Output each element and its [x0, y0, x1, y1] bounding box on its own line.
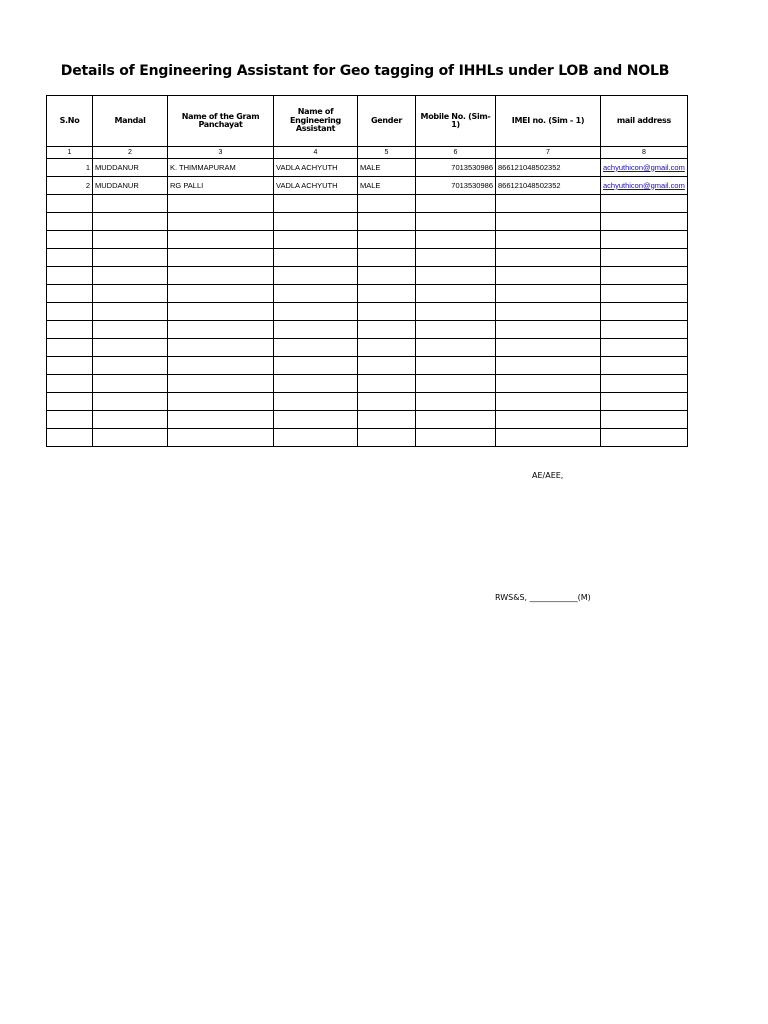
- empty-cell[interactable]: [358, 339, 416, 357]
- empty-cell[interactable]: [47, 231, 93, 249]
- header-imei: IMEI no. (Sim - 1): [496, 96, 601, 147]
- empty-cell[interactable]: [274, 195, 358, 213]
- empty-table-row: [47, 357, 688, 375]
- empty-cell[interactable]: [358, 393, 416, 411]
- column-number: 4: [274, 147, 358, 159]
- empty-cell[interactable]: [168, 357, 274, 375]
- empty-cell[interactable]: [168, 213, 274, 231]
- cell-gram-panchayat: RG PALLI: [168, 177, 274, 195]
- empty-cell[interactable]: [93, 285, 168, 303]
- empty-cell[interactable]: [274, 267, 358, 285]
- empty-cell[interactable]: [274, 429, 358, 447]
- empty-cell[interactable]: [47, 267, 93, 285]
- empty-cell[interactable]: [358, 213, 416, 231]
- empty-cell[interactable]: [47, 285, 93, 303]
- column-number: 5: [358, 147, 416, 159]
- header-engineering-assistant: Name of Engineering Assistant: [274, 96, 358, 147]
- empty-table-row: [47, 231, 688, 249]
- column-number: 2: [93, 147, 168, 159]
- empty-cell[interactable]: [168, 249, 274, 267]
- column-number: 1: [47, 147, 93, 159]
- empty-cell[interactable]: [496, 267, 601, 285]
- header-mandal: Mandal: [93, 96, 168, 147]
- empty-cell[interactable]: [601, 195, 688, 213]
- empty-table-row: [47, 375, 688, 393]
- empty-cell[interactable]: [358, 195, 416, 213]
- empty-table-row: [47, 195, 688, 213]
- empty-cell[interactable]: [47, 195, 93, 213]
- empty-cell[interactable]: [416, 375, 496, 393]
- empty-cell[interactable]: [496, 339, 601, 357]
- column-number: 3: [168, 147, 274, 159]
- cell-mandal: MUDDANUR: [93, 177, 168, 195]
- empty-cell[interactable]: [358, 357, 416, 375]
- empty-table-row: [47, 303, 688, 321]
- empty-table-row: [47, 429, 688, 447]
- empty-cell[interactable]: [93, 393, 168, 411]
- empty-cell[interactable]: [93, 339, 168, 357]
- empty-cell[interactable]: [47, 339, 93, 357]
- empty-cell[interactable]: [47, 429, 93, 447]
- cell-imei: 866121048502352: [496, 159, 601, 177]
- empty-cell[interactable]: [274, 339, 358, 357]
- empty-cell[interactable]: [416, 393, 496, 411]
- empty-cell[interactable]: [274, 213, 358, 231]
- empty-cell[interactable]: [496, 213, 601, 231]
- empty-cell[interactable]: [93, 267, 168, 285]
- signature-designation: AE/AEE,: [532, 471, 564, 480]
- cell-engineering-assistant: VADLA ACHYUTH: [274, 159, 358, 177]
- empty-cell[interactable]: [496, 321, 601, 339]
- empty-cell[interactable]: [168, 303, 274, 321]
- empty-cell[interactable]: [601, 357, 688, 375]
- empty-cell[interactable]: [358, 429, 416, 447]
- empty-cell[interactable]: [47, 393, 93, 411]
- column-number: 6: [416, 147, 496, 159]
- empty-cell[interactable]: [601, 267, 688, 285]
- cell-mobile: 7013530986: [416, 159, 496, 177]
- header-mobile: Mobile No. (Sim-1): [416, 96, 496, 147]
- empty-cell[interactable]: [274, 357, 358, 375]
- empty-cell[interactable]: [416, 411, 496, 429]
- empty-cell[interactable]: [93, 195, 168, 213]
- empty-cell[interactable]: [47, 303, 93, 321]
- empty-cell[interactable]: [358, 411, 416, 429]
- empty-cell[interactable]: [601, 393, 688, 411]
- empty-cell[interactable]: [416, 213, 496, 231]
- empty-cell[interactable]: [601, 321, 688, 339]
- empty-cell[interactable]: [601, 303, 688, 321]
- empty-table-row: [47, 393, 688, 411]
- empty-cell[interactable]: [601, 285, 688, 303]
- empty-cell[interactable]: [496, 375, 601, 393]
- cell-gender: MALE: [358, 159, 416, 177]
- engineering-assistant-table: [46, 95, 688, 447]
- cell-gram-panchayat: K. THIMMAPURAM: [168, 159, 274, 177]
- empty-cell[interactable]: [358, 303, 416, 321]
- empty-cell[interactable]: [93, 375, 168, 393]
- empty-cell[interactable]: [358, 285, 416, 303]
- empty-cell[interactable]: [47, 213, 93, 231]
- header-row: [47, 96, 688, 147]
- empty-cell[interactable]: [601, 429, 688, 447]
- cell-mobile: 7013530986: [416, 177, 496, 195]
- empty-cell[interactable]: [496, 357, 601, 375]
- cell-mail-link[interactable]: achyuthicon@gmail.com: [601, 159, 688, 177]
- empty-cell[interactable]: [47, 357, 93, 375]
- empty-cell[interactable]: [93, 303, 168, 321]
- header-gram-panchayat: Name of the Gram Panchayat: [168, 96, 274, 147]
- empty-cell[interactable]: [358, 321, 416, 339]
- empty-cell[interactable]: [93, 249, 168, 267]
- empty-cell[interactable]: [274, 411, 358, 429]
- empty-cell[interactable]: [93, 411, 168, 429]
- empty-cell[interactable]: [416, 357, 496, 375]
- empty-cell[interactable]: [274, 321, 358, 339]
- empty-cell[interactable]: [416, 303, 496, 321]
- empty-cell[interactable]: [168, 429, 274, 447]
- empty-cell[interactable]: [601, 213, 688, 231]
- cell-mail-link[interactable]: achyuthicon@gmail.com: [601, 177, 688, 195]
- empty-cell[interactable]: [47, 411, 93, 429]
- document-title: Details of Engineering Assistant for Geo tagging of IHHLs under LOB and NOLB: [60, 63, 670, 79]
- empty-cell[interactable]: [168, 321, 274, 339]
- empty-cell[interactable]: [274, 249, 358, 267]
- empty-cell[interactable]: [496, 411, 601, 429]
- empty-cell[interactable]: [47, 375, 93, 393]
- empty-cell[interactable]: [358, 375, 416, 393]
- empty-cell[interactable]: [496, 195, 601, 213]
- empty-cell[interactable]: [93, 429, 168, 447]
- empty-cell[interactable]: [168, 285, 274, 303]
- empty-cell[interactable]: [358, 267, 416, 285]
- empty-cell[interactable]: [416, 231, 496, 249]
- empty-cell[interactable]: [274, 303, 358, 321]
- empty-table-row: [47, 249, 688, 267]
- empty-table-row: [47, 267, 688, 285]
- empty-cell[interactable]: [274, 231, 358, 249]
- column-number-row: [47, 147, 688, 159]
- empty-cell[interactable]: [168, 393, 274, 411]
- empty-cell[interactable]: [416, 339, 496, 357]
- cell-imei: 866121048502352: [496, 177, 601, 195]
- column-number: 8: [601, 147, 688, 159]
- empty-cell[interactable]: [496, 393, 601, 411]
- empty-cell[interactable]: [416, 321, 496, 339]
- empty-cell[interactable]: [496, 249, 601, 267]
- empty-cell[interactable]: [168, 231, 274, 249]
- empty-cell[interactable]: [47, 249, 93, 267]
- empty-cell[interactable]: [601, 249, 688, 267]
- cell-sno: 2: [47, 177, 93, 195]
- empty-table-row: [47, 411, 688, 429]
- empty-cell[interactable]: [416, 285, 496, 303]
- empty-cell[interactable]: [416, 267, 496, 285]
- table-row: [47, 159, 688, 177]
- column-number: 7: [496, 147, 601, 159]
- empty-cell[interactable]: [93, 321, 168, 339]
- empty-cell[interactable]: [274, 393, 358, 411]
- header-mail: mail address: [601, 96, 688, 147]
- cell-sno: 1: [47, 159, 93, 177]
- empty-cell[interactable]: [358, 231, 416, 249]
- empty-cell[interactable]: [168, 267, 274, 285]
- empty-cell[interactable]: [416, 429, 496, 447]
- empty-table-row: [47, 321, 688, 339]
- table-row: [47, 177, 688, 195]
- empty-cell[interactable]: [601, 339, 688, 357]
- empty-cell[interactable]: [93, 357, 168, 375]
- empty-table-row: [47, 213, 688, 231]
- header-gender: Gender: [358, 96, 416, 147]
- signature-office: RWS&S, ____________(M): [495, 593, 591, 602]
- cell-mandal: MUDDANUR: [93, 159, 168, 177]
- empty-cell[interactable]: [416, 195, 496, 213]
- empty-rows: [47, 195, 688, 447]
- empty-table-row: [47, 285, 688, 303]
- empty-cell[interactable]: [168, 195, 274, 213]
- cell-gender: MALE: [358, 177, 416, 195]
- empty-cell[interactable]: [93, 213, 168, 231]
- empty-cell[interactable]: [168, 339, 274, 357]
- empty-cell[interactable]: [93, 231, 168, 249]
- empty-cell[interactable]: [358, 249, 416, 267]
- empty-cell[interactable]: [496, 285, 601, 303]
- empty-cell[interactable]: [496, 303, 601, 321]
- empty-cell[interactable]: [47, 321, 93, 339]
- empty-cell[interactable]: [416, 249, 496, 267]
- empty-cell[interactable]: [601, 375, 688, 393]
- empty-cell[interactable]: [274, 285, 358, 303]
- empty-cell[interactable]: [601, 411, 688, 429]
- cell-engineering-assistant: VADLA ACHYUTH: [274, 177, 358, 195]
- empty-cell[interactable]: [496, 429, 601, 447]
- header-sno: S.No: [47, 96, 93, 147]
- empty-cell[interactable]: [168, 411, 274, 429]
- empty-cell[interactable]: [168, 375, 274, 393]
- empty-cell[interactable]: [601, 231, 688, 249]
- empty-cell[interactable]: [496, 231, 601, 249]
- empty-cell[interactable]: [274, 375, 358, 393]
- empty-table-row: [47, 339, 688, 357]
